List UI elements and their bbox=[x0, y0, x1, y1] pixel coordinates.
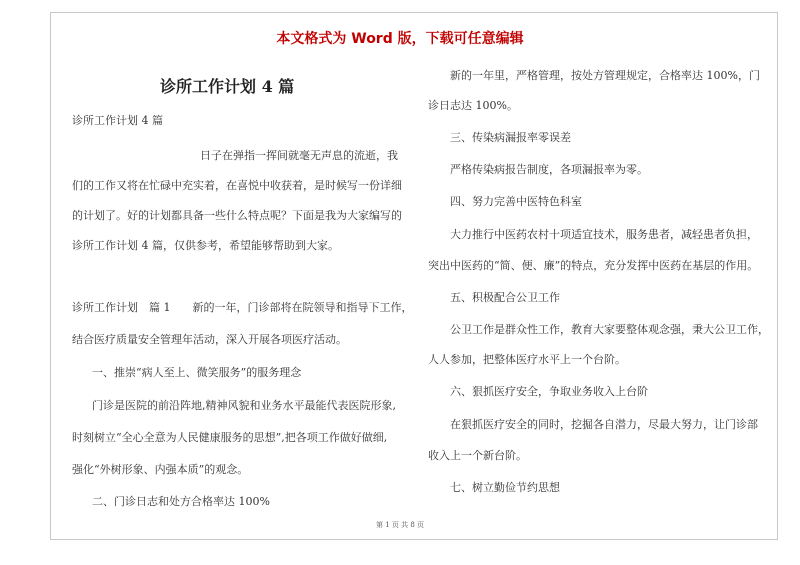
section-heading: 三、传染病漏报率零误差 bbox=[450, 131, 571, 144]
section-heading: 一、推崇“病人至上、微笑服务”的服务理念 bbox=[92, 366, 302, 379]
section-heading: 六、狠抓医疗安全，争取业务收入上台阶 bbox=[450, 385, 648, 398]
paragraph-line: 严格传染病报告制度，各项漏报率为零。 bbox=[450, 163, 648, 176]
paragraph-line: 结合医疗质量安全管理年活动，深入开展各项医疗活动。 bbox=[72, 333, 347, 346]
section-heading: 四、努力完善中医特色科室 bbox=[450, 195, 582, 208]
paragraph-line: 日子在弹指一挥间就毫无声息的流逝，我 bbox=[200, 149, 398, 162]
page-number: 第 1 页 共 8 页 bbox=[375, 521, 425, 529]
section-heading: 七、树立勤俭节约思想 bbox=[450, 481, 560, 494]
paragraph-line: 在狠抓医疗安全的同时，挖掘各自潜力，尽最大努力，让门诊部 bbox=[450, 418, 758, 431]
paragraph-line: 诊日志达 100%。 bbox=[428, 99, 518, 112]
paragraph-line: 公卫工作是群众性工作，教育大家要整体观念强，秉大公卫工作， bbox=[450, 323, 769, 336]
paragraph-line: 诊所工作计划 篇 1 新的一年，门诊部将在院领导和指导下工作， bbox=[72, 301, 413, 314]
paragraph-line: 诊所工作计划 4 篇，仅供参考，希望能够帮助到大家。 bbox=[72, 239, 339, 252]
paragraph-line: 新的一年里，严格管理，按处方管理规定，合格率达 100%，门 bbox=[450, 69, 760, 82]
subtitle-line: 诊所工作计划 4 篇 bbox=[72, 114, 163, 127]
paragraph-line: 们的工作又将在忙碌中充实着，在喜悦中收获着，是时候写一份详细 bbox=[72, 179, 402, 192]
paragraph-line: 收入上一个新台阶。 bbox=[428, 449, 527, 462]
section-heading: 五、积极配合公卫工作 bbox=[450, 291, 560, 304]
paragraph-line: 的计划了。好的计划都具备一些什么特点呢？下面是我为大家编写的 bbox=[72, 209, 402, 222]
paragraph-line: 时刻树立“全心全意为人民健康服务的思想”,把各项工作做好做细, bbox=[72, 431, 388, 444]
section-heading: 二、门诊日志和处方合格率达 100% bbox=[92, 495, 270, 508]
paragraph-line: 门诊是医院的前沿阵地,精神风貌和业务水平最能代表医院形象, bbox=[92, 399, 396, 412]
paragraph-line: 突出中医药的“简、便、廉”的特点，充分发挥中医药在基层的作用。 bbox=[428, 259, 759, 272]
document-title: 诊所工作计划 4 篇 bbox=[160, 77, 295, 96]
paragraph-line: 强化“外树形象、内强本质”的观念。 bbox=[72, 463, 249, 476]
paragraph-line: 人人参加，把整体医疗水平上一个台阶。 bbox=[428, 353, 626, 366]
word-format-banner: 本文格式为 Word 版，下载可任意编辑 bbox=[276, 31, 524, 47]
paragraph-line: 大力推行中医药农村十项适宜技术，服务患者，减轻患者负担， bbox=[450, 228, 758, 241]
